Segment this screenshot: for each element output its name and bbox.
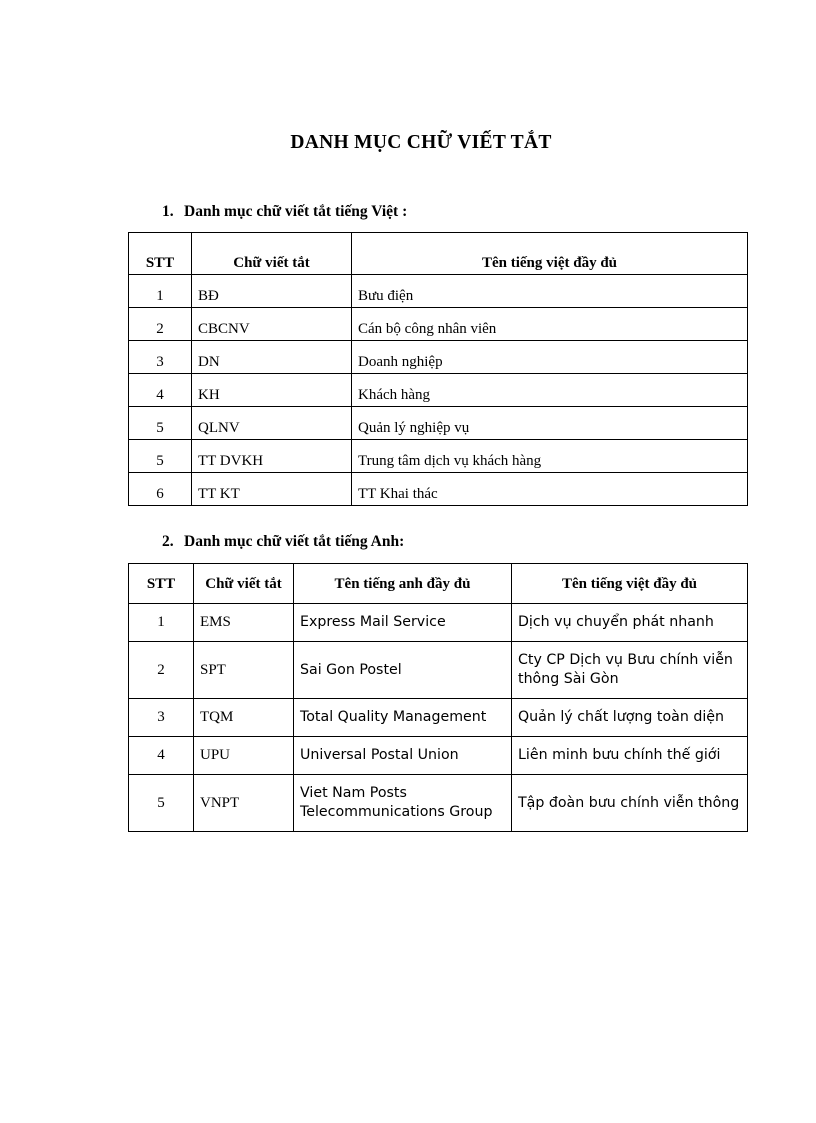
- cell-abbreviation: UPU: [194, 737, 294, 775]
- cell-abbreviation: QLNV: [192, 407, 352, 440]
- cell-stt: 6: [129, 473, 192, 506]
- cell-stt: 5: [129, 440, 192, 473]
- header-vietnamese-name: Tên tiếng việt đầy đủ: [352, 233, 748, 275]
- table-header-row: [129, 233, 748, 275]
- cell-english-name: Viet Nam Posts Telecommunications Group: [294, 775, 512, 832]
- table-row: [129, 775, 748, 832]
- section-1-heading: [162, 203, 407, 221]
- cell-english-name: Express Mail Service: [294, 604, 512, 642]
- cell-stt: 5: [129, 407, 192, 440]
- table-header-row: [129, 564, 748, 604]
- cell-english-name: Total Quality Management: [294, 699, 512, 737]
- cell-stt: 4: [129, 737, 194, 775]
- table-row: [129, 737, 748, 775]
- cell-vietnamese-name: Cty CP Dịch vụ Bưu chính viễn thông Sài Gòn: [512, 642, 748, 699]
- cell-vietnamese-name: Bưu điện: [352, 275, 748, 308]
- cell-abbreviation: TT DVKH: [192, 440, 352, 473]
- header-stt: STT: [129, 233, 192, 275]
- cell-abbreviation: TT KT: [192, 473, 352, 506]
- table-row: [129, 341, 748, 374]
- cell-vietnamese-name: Liên minh bưu chính thế giới: [512, 737, 748, 775]
- cell-vietnamese-name: TT Khai thác: [352, 473, 748, 506]
- table-row: [129, 440, 748, 473]
- table-row: [129, 407, 748, 440]
- cell-abbreviation: BĐ: [192, 275, 352, 308]
- cell-abbreviation: SPT: [194, 642, 294, 699]
- section-2-heading-text: Danh mục chữ viết tắt tiếng Anh:: [184, 533, 405, 550]
- table-row: [129, 308, 748, 341]
- section-1-number: 1.: [162, 203, 174, 220]
- english-abbreviation-table: [128, 563, 748, 832]
- cell-abbreviation: CBCNV: [192, 308, 352, 341]
- vietnamese-abbreviation-table: [128, 232, 748, 506]
- cell-stt: 5: [129, 775, 194, 832]
- cell-abbreviation: VNPT: [194, 775, 294, 832]
- table-row: [129, 642, 748, 699]
- section-1-heading-text: Danh mục chữ viết tắt tiếng Việt :: [184, 203, 408, 220]
- cell-stt: 2: [129, 642, 194, 699]
- cell-stt: 3: [129, 699, 194, 737]
- cell-stt: 3: [129, 341, 192, 374]
- cell-vietnamese-name: Dịch vụ chuyển phát nhanh: [512, 604, 748, 642]
- cell-abbreviation: EMS: [194, 604, 294, 642]
- header-abbreviation: Chữ viết tắt: [194, 564, 294, 604]
- table-row: [129, 374, 748, 407]
- cell-vietnamese-name: Quản lý nghiệp vụ: [352, 407, 748, 440]
- cell-english-name: Universal Postal Union: [294, 737, 512, 775]
- cell-vietnamese-name: Cán bộ công nhân viên: [352, 308, 748, 341]
- cell-stt: 4: [129, 374, 192, 407]
- cell-english-name: Sai Gon Postel: [294, 642, 512, 699]
- cell-vietnamese-name: Tập đoàn bưu chính viễn thông: [512, 775, 748, 832]
- table-row: [129, 473, 748, 506]
- cell-vietnamese-name: Doanh nghiệp: [352, 341, 748, 374]
- cell-abbreviation: DN: [192, 341, 352, 374]
- table-row: [129, 604, 748, 642]
- table-row: [129, 699, 748, 737]
- header-vietnamese-name: Tên tiếng việt đầy đủ: [512, 564, 748, 604]
- page-title: DANH MỤC CHỮ VIẾT TẮT: [290, 132, 552, 153]
- section-2-number: 2.: [162, 533, 174, 550]
- cell-vietnamese-name: Trung tâm dịch vụ khách hàng: [352, 440, 748, 473]
- section-2-heading: [162, 533, 404, 551]
- cell-stt: 2: [129, 308, 192, 341]
- table-row: [129, 275, 748, 308]
- cell-stt: 1: [129, 604, 194, 642]
- header-english-name: Tên tiếng anh đầy đủ: [294, 564, 512, 604]
- header-stt: STT: [129, 564, 194, 604]
- cell-vietnamese-name: Khách hàng: [352, 374, 748, 407]
- cell-abbreviation: TQM: [194, 699, 294, 737]
- cell-vietnamese-name: Quản lý chất lượng toàn diện: [512, 699, 748, 737]
- cell-stt: 1: [129, 275, 192, 308]
- cell-abbreviation: KH: [192, 374, 352, 407]
- header-abbreviation: Chữ viết tắt: [192, 233, 352, 275]
